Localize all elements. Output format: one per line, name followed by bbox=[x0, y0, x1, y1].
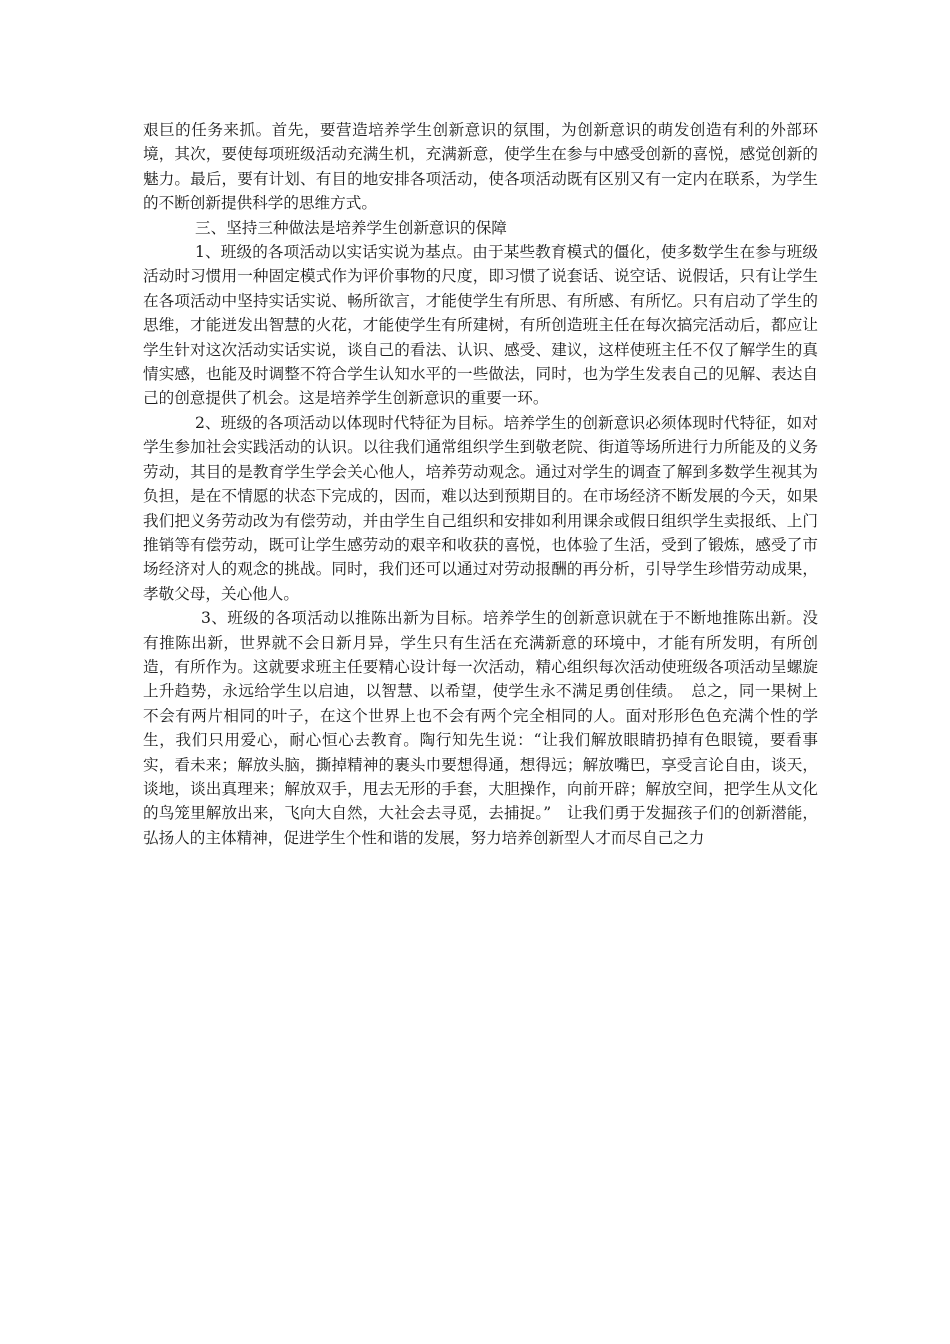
point-2-paragraph: 2、班级的各项活动以体现时代特征为目标。培养学生的创新意识必须体现时代特征，如对学生参加社会实践活动的认识。以往我们通常组织学生到敬老院、街道等场所进行力所能及的义务劳动，其目的是教育学生学会关心他人，培养劳动观念。通过对学生的调查了解到多数学生视其为负担，是在不情愿的状态下完成的，因而，难以达到预期目的。在市场经济不断发展的今天，如果我们把义务劳动改为有偿劳动，并由学生自己组织和安排如利用课余或假日组织学生卖报纸、上门推销等有偿劳动，既可让学生感劳动的艰辛和收获的喜悦，也体验了生活，受到了锻炼，感受了市场经济对人的观念的挑战。同时，我们还可以通过对劳动报酬的再分析，引导学生珍惜劳动成果，孝敬父母，关心他人。 bbox=[143, 413, 818, 603]
document-body bbox=[143, 118, 818, 850]
point-1-paragraph: 1、班级的各项活动以实话实说为基点。由于某些教育模式的僵化，使多数学生在参与班级活动时习惯用一种固定模式作为评价事物的尺度，即习惯了说套话、说空话、说假话，只有让学生在各项活动中坚持实话实说、畅所欲言，才能使学生有所思、有所感、有所忆。只有启动了学生的思维，才能迸发出智慧的火花，才能使学生有所建树，有所创造班主任在每次搞完活动后，都应让学生针对这次活动实话实说，谈自己的看法、认识、感受、建议，这样使班主任不仅了解学生的真情实感，也能及时调整不符合学生认知水平的一些做法，同时，也为学生发表自己的见解、表达自己的创意提供了机会。这是培养学生创新意识的重要一环。 bbox=[143, 243, 818, 408]
point-3-paragraph: 3、班级的各项活动以推陈出新为目标。培养学生的创新意识就在于不断地推陈出新。没有推陈出新，世界就不会日新月异，学生只有生活在充满新意的环境中，才能有所发明，有所创造，有所作为。这就要求班主任要精心设计每一次活动，精心组织每次活动使班级各项活动呈螺旋上升趋势，永远给学生以启迪，以智慧、以希望，使学生永不满足勇创佳绩。 总之，同一果树上不会有两片相同的叶子，在这个世界上也不会有两个完全相同的人。面对形形色色充满个性的学生，我们只用爱心，耐心恒心去教育。陶行知先生说：“让我们解放眼睛扔掉有色眼镜，要看事实，看未来；解放头脑，撕掉精神的裹头巾要想得通，想得远；解放嘴巴，享受言论自由，谈天，谈地，谈出真理来；解放双手，甩去无形的手套，大胆操作，向前开辟；解放空间，把学生从文化的鸟笼里解放出来，飞向大自然，大社会去寻觅，去捕捉。” 让我们勇于发掘孩子们的创新潜能，弘扬人的主体精神，促进学生个性和谐的发展，努力培养创新型人才而尽自己之力 bbox=[143, 609, 818, 847]
section-heading: 三、坚持三种做法是培养学生创新意识的保障 bbox=[195, 218, 507, 237]
intro-continuation-paragraph: 艰巨的任务来抓。首先，要营造培养学生创新意识的氛围，为创新意识的萌发创造有利的外部环境，其次，要使每项班级活动充满生机，充满新意，使学生在参与中感受创新的喜悦，感觉创新的魅力。最后，要有计划、有目的地安排各项活动，使各项活动既有区别又有一定内在联系，为学生的不断创新提供科学的思维方式。 bbox=[143, 121, 818, 213]
